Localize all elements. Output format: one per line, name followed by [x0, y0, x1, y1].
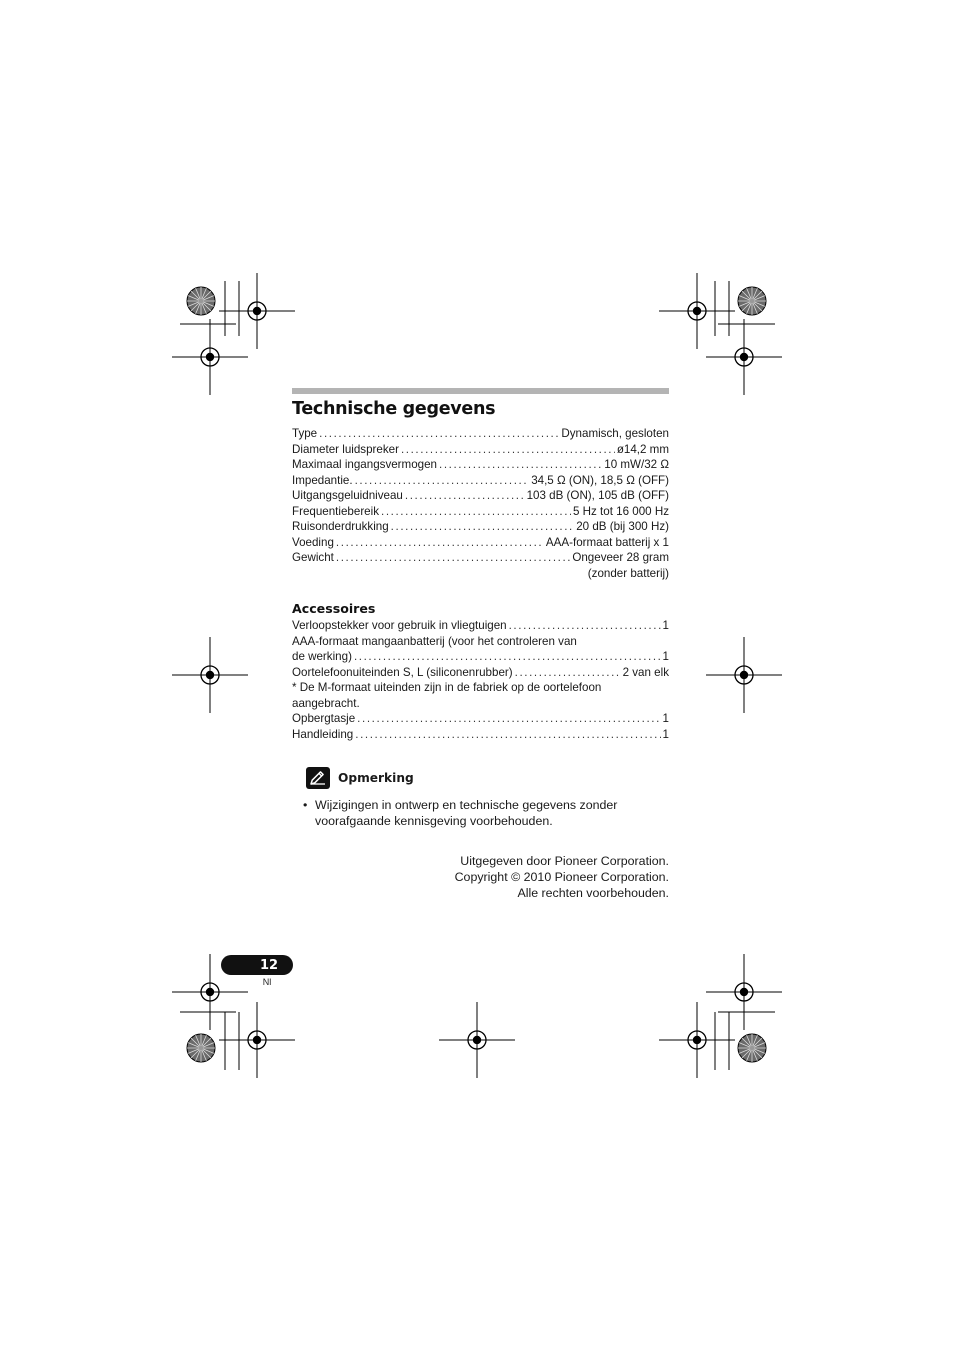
spec-row: [292, 442, 669, 458]
leader-dots: [336, 535, 544, 551]
publisher-line: Uitgegeven door Pioneer Corporation.: [460, 854, 669, 868]
page-number: 12: [259, 957, 279, 973]
leader-dots: [355, 727, 660, 743]
title-rule: [292, 388, 669, 394]
leader-dots: [509, 618, 661, 634]
spec-row: [292, 488, 669, 504]
accessory-quantity: 1: [662, 650, 669, 663]
registration-mark: [659, 273, 735, 349]
accessory-row: [292, 618, 669, 634]
accessory-row: [292, 727, 669, 743]
spec-label: Uitgangsgeluidniveau: [292, 489, 403, 502]
accessory-quantity: 2 van elk: [622, 665, 669, 679]
registration-mark: [219, 1002, 295, 1078]
leader-dots: [357, 711, 660, 727]
spec-value: 103 dB (ON), 105 dB (OFF): [526, 489, 669, 502]
spec-value: ø14,2 mm: [616, 442, 669, 456]
spec-row: [292, 550, 669, 566]
page-content: [292, 388, 669, 901]
note-bullet: [303, 797, 669, 829]
accessory-quantity: 1: [662, 727, 669, 741]
spec-value: AAA-formaat batterij x 1: [545, 535, 669, 549]
page-title: Technische gegevens: [292, 399, 496, 419]
page-number-badge: [221, 955, 293, 975]
bullet-icon: •: [303, 798, 308, 812]
accessory-label: Verloopstekker voor gebruik in vliegtuigen: [292, 619, 507, 632]
registration-mark: [706, 319, 782, 395]
copyright-line: Copyright © 2010 Pioneer Corporation.: [454, 870, 669, 884]
spec-label: Diameter luidspreker: [292, 442, 399, 456]
spec-label: Ruisonderdrukking: [292, 520, 389, 533]
rights-line: Alle rechten voorbehouden.: [517, 886, 669, 900]
accessories-list: [292, 618, 669, 742]
spec-label: Impedantie.: [292, 473, 353, 487]
leader-dots: [354, 649, 661, 665]
spec-value: 34,5 Ω (ON), 18,5 Ω (OFF): [531, 473, 669, 487]
spec-value: 10 mW/32 Ω: [604, 458, 669, 471]
spec-label: Voeding: [292, 535, 334, 549]
accessory-quantity: 1: [662, 619, 669, 632]
star-target-mark: [738, 287, 766, 315]
star-target-mark: [187, 1034, 215, 1062]
accessory-footnote: * De M-formaat uiteinden zijn in de fabriek op de oortelefoon aangebracht.: [292, 681, 602, 710]
accessory-label-line: AAA-formaat mangaanbatterij (voor het controleren van: [292, 634, 577, 648]
publisher-block: [292, 853, 669, 901]
spec-row: [292, 535, 669, 551]
accessories-heading: Accessoires: [292, 601, 376, 616]
leader-dots: [439, 457, 602, 473]
leader-dots: [391, 519, 575, 535]
star-target-mark: [187, 287, 215, 315]
accessory-row: [292, 711, 669, 727]
spec-label: Type: [292, 427, 318, 440]
spec-row: [292, 426, 669, 442]
accessory-row: [292, 665, 669, 681]
spec-row: [292, 519, 669, 535]
spec-list: [292, 426, 669, 581]
registration-mark: [706, 637, 782, 713]
accessory-label: Oortelefoonuiteinden S, L (siliconenrubber): [292, 665, 513, 679]
registration-mark: [659, 1002, 735, 1078]
leader-dots: [515, 665, 621, 681]
leader-dots: [381, 504, 571, 520]
language-code: Nl: [262, 977, 272, 987]
registration-mark: [172, 319, 248, 395]
accessory-label: de werking): [292, 650, 352, 663]
accessory-label: Handleiding: [292, 727, 354, 741]
spec-weight-note: (zonder batterij): [587, 566, 669, 580]
star-target-mark: [738, 1034, 766, 1062]
spec-value: Ongeveer 28 gram: [572, 551, 669, 564]
leader-dots: [336, 550, 570, 566]
spec-value: 20 dB (bij 300 Hz): [576, 520, 669, 533]
registration-mark: [439, 1002, 515, 1078]
spec-value: Dynamisch, gesloten: [561, 427, 669, 440]
leader-dots: [401, 442, 615, 458]
spec-label: Maximaal ingangsvermogen: [292, 458, 437, 471]
note-text: Wijzigingen in ontwerp en technische gegevens zonder voorafgaande kennisgeving voorbehouden.: [315, 798, 618, 828]
note-heading-row: [306, 767, 669, 789]
accessory-row: [292, 649, 669, 665]
leader-dots: [319, 426, 559, 442]
spec-value: 5 Hz tot 16 000 Hz: [572, 504, 669, 518]
spec-row: [292, 504, 669, 520]
registration-mark: [219, 273, 295, 349]
pencil-note-icon: [306, 767, 330, 789]
spec-row: [292, 473, 669, 489]
registration-mark: [706, 954, 782, 1030]
accessory-quantity: 1: [662, 712, 669, 725]
note-heading: Opmerking: [338, 771, 414, 785]
leader-dots: [355, 473, 530, 489]
leader-dots: [405, 488, 525, 504]
spec-label: Frequentiebereik: [292, 504, 380, 518]
registration-mark: [172, 637, 248, 713]
spec-label: Gewicht: [292, 551, 334, 564]
accessory-label: Opbergtasje: [292, 712, 356, 725]
spec-row: [292, 457, 669, 473]
